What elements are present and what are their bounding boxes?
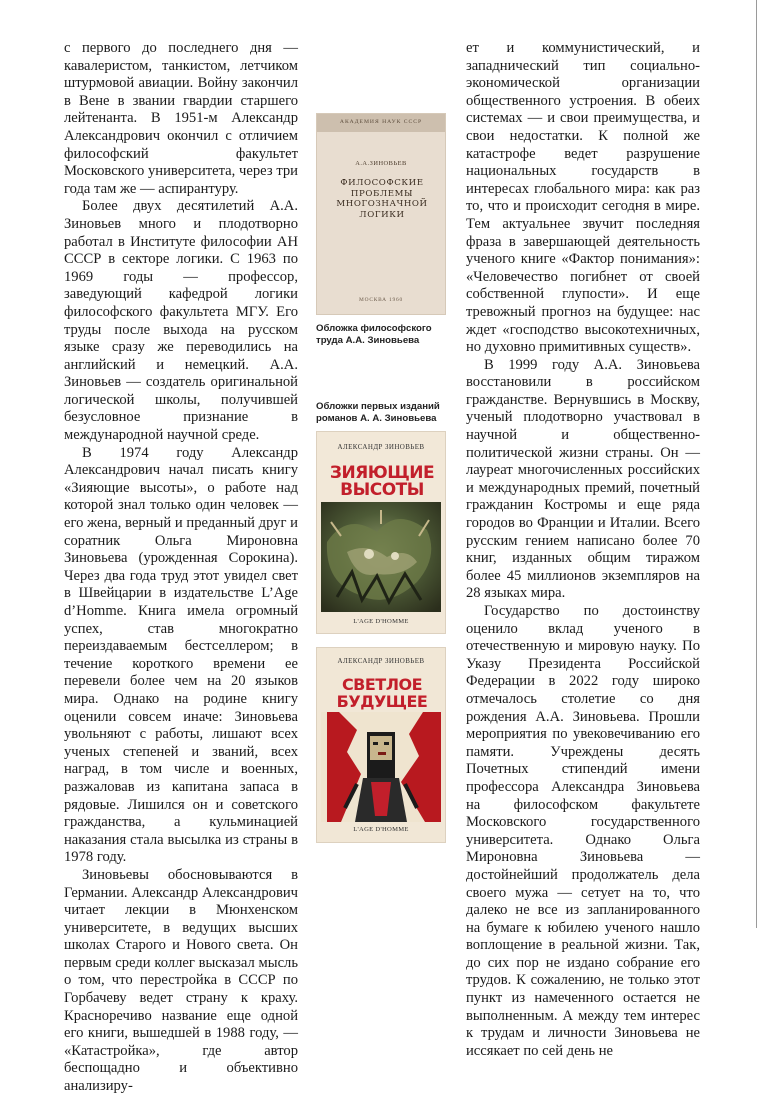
cover-publisher: L'AGE D'HOMME (353, 618, 409, 625)
figure-caption-2: Обложки первых изданий романов А. А. Зиновьева (316, 401, 440, 425)
paragraph: с первого до последнего дня — кавалеристом, танкистом, летчиком штурмовой авиации. Войну закончил в Вене в звании гвардии старшего лейтенанта. В 1951-м Александр Александрович окончил с отличием философский факультет Московского университета, через три года там же — аспирантуру. (64, 40, 298, 197)
cover-publisher: L'AGE D'HOMME (353, 826, 409, 833)
cover-footer: МОСКВА 1960 (358, 297, 404, 303)
paragraph: В 1999 году А.А. Зиновьева восстановили в российском гражданстве. Вернувшись в Москву, ученый плодотворно участвовал в научной и общественно-политической жизни страны. Он — лауреат многочисленных российских и международных премий, почетный гражданин Костромы и еще ряда городов во Франции и Италии. Всего русским гением написано более 70 книг, изданных общим тиражом более 45 миллионов экземпляров на 28 языках мира. (466, 356, 700, 602)
cover-illustration-figure (317, 712, 445, 824)
book-cover-bright-future (316, 647, 446, 843)
cover-illustration-creature (317, 502, 445, 614)
article-column-right (466, 40, 700, 1060)
cover-publisher: АКАДЕМИЯ НАУК СССР (339, 119, 423, 125)
cover-author: А.А.ЗИНОВЬЕВ (355, 160, 407, 167)
paragraph: Государство по достоинству оценило вклад ученого в отечественную и мировую науку. По Указу Президента Российской Федерации в 2022 году широко отмечалось столетие со дня рождения А.А. Зиновьева. Прошли мероприятия по увековечиванию его памяти. Учреждены десять Почетных стипендий имени профессора Александра Зиновьева на философском факультете Московского государственного университета. Однако Ольга Мироновна Зиновьева — достойнейший продолжатель дела своего мужа — сетует на то, что далеко не все из запланированного на бумаге к юбилею ученого нашло воплощение в реальной жизни. Так, до сих пор не издано собрание его трудов. К сожалению, не только этот пункт из намеченного остается не выполненным. А между тем интерес к трудам и личности Зиновьева не иссякает по сей день не (466, 603, 700, 1059)
paragraph: Более двух десятилетий А.А. Зиновьев много и плодотворно работал в Институте философии АН СССР в секторе логики. С 1963 по 1969 годы — профессор, заведующий кафедрой логики философского факультета МГУ. Его труды после выхода на русском языке сразу же переводились на английский и немецкий. А.А. Зиновьев — создатель оригинальной логической школы, получившей безусловное признание в международной научной среде. (64, 198, 298, 444)
illustration-column (316, 0, 448, 928)
paragraph: В 1974 году Александр Александрович начал писать книгу «Зияющие высоты», о работе над которой знал только один человек — его жена, верный и преданный друг и соратник Ольга Мироновна Зиновьева (урожденная Сорокина). Через два года труд этот увидел свет в Швейцарии в издательстве L’Age d’Homme. Книга имела огромный успех, став многократно переиздаваемым бестселлером; в течение короткого времени ее перевели более чем на 20 языков мира. Однако на родине книгу оценили совсем иначе: Зиновьева увольняют с работы, лишают всех ученых степеней и званий, всех наград, в том числе и военных, разжаловав из капитана запаса в рядовые. Лишился он и советского гражданства, а кульминацией наказания стала высылка из страны в 1978 году. (64, 444, 298, 866)
cover-title: ФИЛОСОФСКИЕ ПРОБЛЕМЫ МНОГОЗНАЧНОЙ ЛОГИКИ (336, 178, 428, 220)
cover-title: СВЕТЛОЕ БУДУЩЕЕ (336, 675, 428, 711)
article-column-left (64, 40, 298, 1096)
page-edge-rule (756, 0, 757, 928)
cover-author: АЛЕКСАНДР ЗИНОВЬЕВ (337, 443, 425, 451)
figure-caption-1: Обложка философского труда А.А. Зиновьева (316, 323, 432, 347)
paragraph: Зиновьевы обосновываются в Германии. Александр Александрович читает лекции в Мюнхенском университете, в ведущих высших школах Старого и Нового света. Он первым среди коллег высказал мысль о том, что перестройка в СССР по Горбачеву ведет страну к краху. Красноречиво название еще одной его книги, вышедшей в 1988 году, — «Катастройка», где автор беспощадно и объективно анализиру- (64, 866, 298, 1095)
cover-author: АЛЕКСАНДР ЗИНОВЬЕВ (337, 657, 425, 665)
book-cover-philosophical-problems (316, 113, 446, 315)
paragraph: ет и коммунистический, и западнический тип социально-экономической организации общественного устроения. В обеих системах — и свои преимущества, и свои недостатки. К полной же катастрофе ведет разрушение национальных государств в интересах глобального мира: как раз то, что и происходит сегодня в мире. Тем актуальнее звучит последняя фраза в завершающей деятельность ученого книге «Фактор понимания»: «Человечество погибнет от своей собственной глупости». И еще тревожный прогноз на будущее: нас ждет «господство высокотехничных, но духовно примитивных существ». (466, 40, 700, 356)
cover-title: ЗИЯЮЩИЕ ВЫСОТЫ (329, 463, 435, 500)
book-cover-yawning-heights (316, 431, 446, 634)
